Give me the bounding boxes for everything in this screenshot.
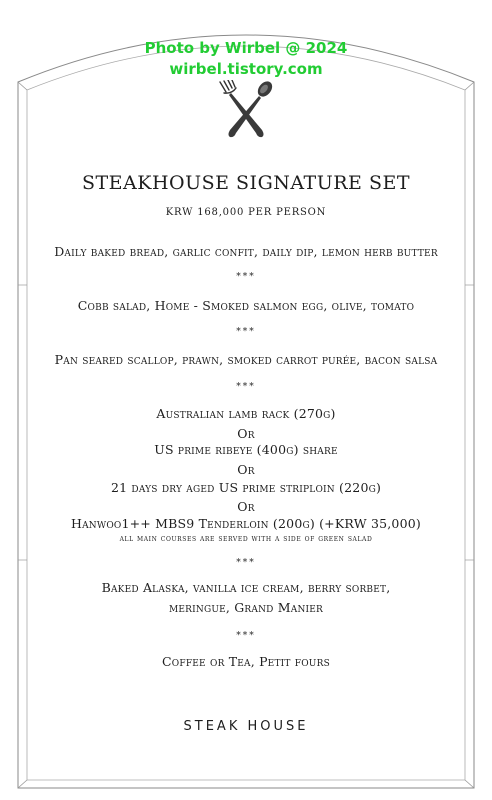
main-option: 21 days dry aged US prime striploin (220g) (110, 480, 382, 495)
course-separator: *** (236, 558, 256, 568)
course-separator: *** (236, 327, 256, 337)
course-dessert-line2: meringue, Grand Manier (168, 600, 324, 615)
course-salad: Cobb salad, Home - Smoked salmon egg, olive, tomato (77, 298, 415, 313)
fork-and-spoon-icon (212, 80, 280, 140)
course-separator: *** (236, 382, 256, 392)
course-coffee: Coffee or Tea, Petit fours (162, 654, 330, 669)
main-or: Or (237, 426, 255, 441)
course-bread: Daily baked bread, garlic confit, daily dip, lemon herb butter (54, 244, 438, 259)
watermark-credit: Photo by Wirbel @ 2024 (144, 39, 348, 57)
course-separator: *** (236, 631, 256, 641)
main-or: Or (237, 462, 255, 477)
mains-note: all main courses are served with a side of green salad (119, 534, 373, 544)
main-option: US prime ribeye (400g) share (154, 442, 338, 457)
main-option: Australian lamb rack (270g) (156, 406, 336, 421)
menu-title: STEAKHOUSE SIGNATURE SET (81, 172, 411, 194)
course-scallop: Pan seared scallop, prawn, smoked carrot purée, bacon salsa (54, 352, 438, 367)
menu-price: KRW 168,000 PER PERSON (165, 207, 327, 218)
main-or: Or (237, 499, 255, 514)
main-option: Hanwoo1++ MBS9 Tenderloin (200g) (+KRW 35,000) (71, 516, 421, 531)
course-dessert: Baked Alaska, vanilla ice cream, berry sorbet, (101, 580, 391, 595)
watermark-url: wirbel.tistory.com (169, 60, 323, 78)
restaurant-name: STEAK HOUSE (183, 719, 309, 734)
course-separator: *** (236, 272, 256, 282)
